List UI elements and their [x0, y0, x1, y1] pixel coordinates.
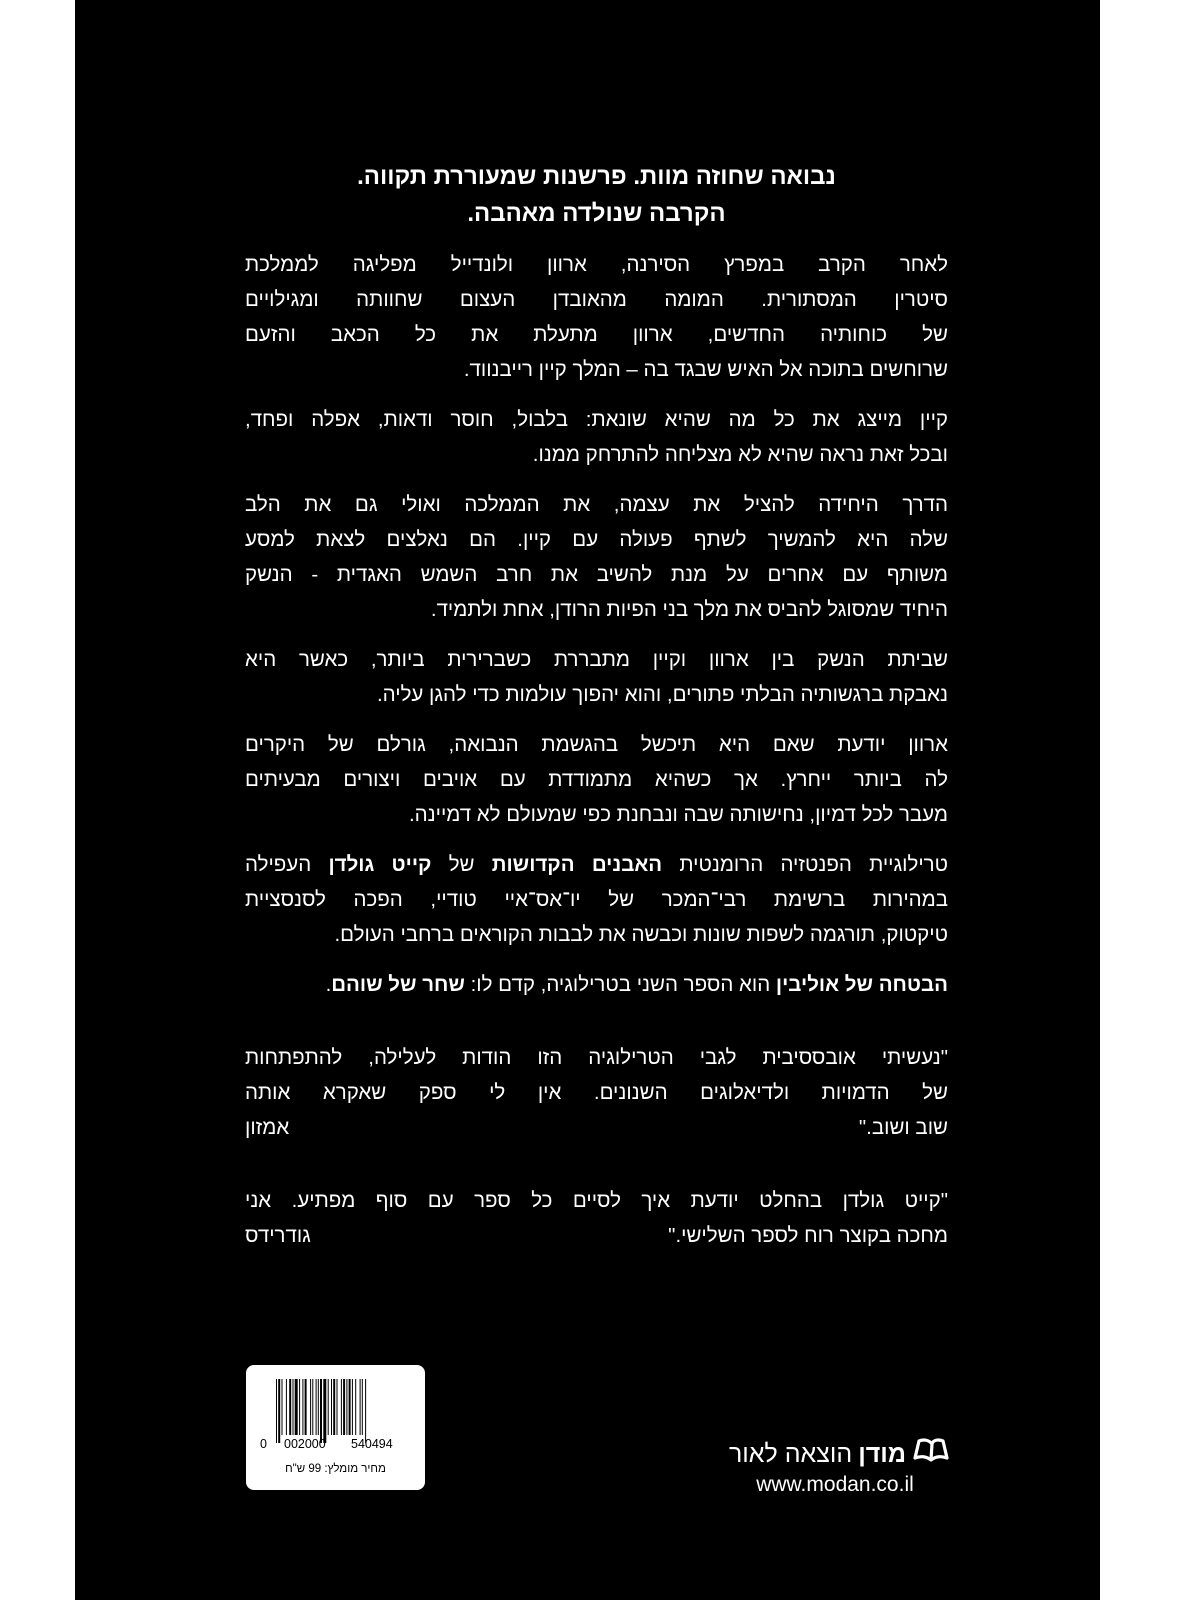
text-line [245, 352, 948, 387]
review-quote [245, 1183, 948, 1253]
text-line [245, 677, 948, 712]
text-segment: ובכל זאת נראה שהיא לא מצליחה להתרחק ממנו. [532, 443, 948, 466]
text-segment: . [325, 973, 332, 996]
barcode-bar [333, 1379, 335, 1435]
bold-title: האבנים הקדושות [491, 853, 663, 876]
paragraph [245, 402, 948, 472]
text-segment: שלה היא להמשיך לשתף פעולה עם קיין. הם נאלצים לצאת למסע [245, 528, 948, 551]
barcode-bars [276, 1379, 404, 1437]
barcode-bar [299, 1379, 300, 1435]
barcode-bar [278, 1379, 280, 1443]
text-line [245, 247, 948, 282]
publisher-tagline: הוצאה לאור [728, 1440, 853, 1468]
barcode-bar [323, 1379, 326, 1443]
bold-title: הבטחה של אוליבין [775, 973, 948, 996]
barcode-bar [286, 1379, 287, 1435]
barcode-bar [282, 1379, 283, 1435]
barcode-bar [305, 1379, 307, 1435]
paragraph [245, 727, 948, 832]
barcode-bar [276, 1379, 277, 1443]
text-line [245, 797, 948, 832]
barcode-bar [360, 1379, 361, 1435]
quote-text: מחכה בקוצר רוח לספר השלישי." [668, 1224, 948, 1247]
text-segment: הדרך היחידה להציל את עצמה, את הממלכה ואולי גם את הלב [245, 493, 948, 516]
barcode-digit-lead: 0 [260, 1437, 267, 1451]
paragraph [245, 487, 948, 627]
publisher-block [700, 1438, 950, 1497]
text-line [245, 917, 948, 952]
text-line [245, 317, 948, 352]
quote-text: שוב ושוב." [858, 1116, 948, 1139]
barcode-bar [328, 1379, 329, 1435]
quote-line [245, 1110, 948, 1145]
text-segment: סיטרין המסתורית. המומה מהאובדן העצום שחוותה ומגילויים [245, 288, 948, 311]
text-segment: משותף עם אחרים על מנת להשיב את חרב השמש האגדית - הנשק [245, 563, 948, 586]
barcode-bar [341, 1379, 342, 1435]
text-line [245, 762, 948, 797]
quote-line [245, 1218, 948, 1253]
quote-source: אמזון [245, 1116, 290, 1139]
publisher-url[interactable]: www.modan.co.il [756, 1473, 914, 1496]
bold-title: שחר של שוהם [331, 973, 465, 996]
barcode-label [246, 1365, 425, 1490]
barcode-digits-left: 002000 [284, 1437, 326, 1451]
paragraph [245, 642, 948, 712]
price-label: מחיר מומלץ: 99 ש"ח [285, 1463, 386, 1475]
bold-title: קייט גולדן [328, 853, 432, 876]
quote-text: של הדמויות ולדיאלוגים השנונים. אין לי ספק שאקרא אותה [245, 1081, 948, 1104]
text-line [245, 642, 948, 677]
barcode-bar [310, 1379, 311, 1435]
open-book-icon [912, 1438, 950, 1471]
barcode-bar [312, 1379, 313, 1435]
barcode-bar [349, 1379, 351, 1435]
quote-text: "נעשיתי אובססיבית לגבי הטרילוגיה הזו הודות לעלילה, להתפתחות [245, 1046, 948, 1069]
text-segment: לה ביותר ייחרץ. אך כשהיא מתמודדת עם אויבים ויצורים מבעיתים [245, 768, 948, 791]
text-segment: מעבר לכל דמיון, נחישותה שבה ונבחנת כפי שמעולם לא דמיינה. [408, 803, 948, 826]
text-segment: קיין מייצג את כל מה שהיא שונאת: בלבול, חוסר ודאות, אפלה ופחד, [245, 408, 948, 431]
paragraph [245, 967, 948, 1002]
barcode-bar [302, 1379, 303, 1435]
text-line [245, 592, 948, 627]
review-quote [245, 1040, 948, 1145]
text-segment: שביתת הנשק בין ארוון וקיין מתבררת כשברירית ביותר, כאשר היא [245, 648, 948, 671]
text-segment: ארוון יודעת שאם היא תיכשל בהגשמת הנבואה, גורלם של היקרים [245, 733, 948, 756]
barcode-bar [352, 1379, 353, 1435]
barcode-bar [295, 1379, 298, 1435]
quote-source: גודרידס [245, 1224, 311, 1247]
barcode-bar [362, 1379, 363, 1435]
text-segment: שרוחשים בתוכה אל האיש שבגד בה – המלך קיין רייבנווד. [463, 358, 948, 381]
barcode-digits-right: 540494 [351, 1437, 393, 1451]
barcode-bar [331, 1379, 332, 1435]
barcode-bar [337, 1379, 338, 1435]
barcode-bar [346, 1379, 347, 1435]
quote-text: "קייט גולדן בהחלט יודעת איך לסיים כל ספר עם סוף מפתיע. אני [245, 1189, 948, 1212]
text-segment: טרילוגיית הפנטזיה הרומנטית [662, 853, 949, 876]
quote-line [245, 1075, 948, 1110]
barcode-bar [320, 1379, 322, 1443]
headline-line: הקרבה שנולדה מאהבה. [467, 200, 726, 227]
text-segment: הוא הספר השני בטרילוגיה, קדם לו: [464, 973, 776, 996]
quote-line [245, 1040, 948, 1075]
blurb-text [245, 158, 948, 1253]
text-segment: היחיד שמסוגל להביס את מלך בני הפיות הרודן, אחת ולתמיד. [430, 598, 948, 621]
text-line [245, 402, 948, 437]
text-segment: במהירות ברשימת רבי־המכר של יו־אס־איי טודיי, הפכה לסנסציית [245, 888, 948, 911]
text-segment: נאבקת ברגשותיה הבלתי פתורים, והוא יהפוך עולמות כדי להגן עליה. [376, 683, 948, 706]
paragraph [245, 247, 948, 387]
publisher-name: מודן [858, 1440, 906, 1468]
barcode-bar [365, 1379, 366, 1443]
text-line [245, 882, 948, 917]
text-line [245, 487, 948, 522]
text-line [245, 727, 948, 762]
text-line [245, 557, 948, 592]
barcode-bar [316, 1379, 317, 1435]
text-segment: לאחר הקרב במפרץ הסירנה, ארוון ולונדייל מפליגה לממלכת [245, 253, 948, 276]
barcode-bar [355, 1379, 356, 1435]
text-segment: של כוחותיה החדשים, ארוון מתעלת את כל הכאב והזעם [245, 323, 948, 346]
barcode-bar [289, 1379, 291, 1435]
text-line [245, 967, 948, 1002]
text-line [245, 437, 948, 472]
headline-line: נבואה שחוזה מוות. פרשנות שמעוררת תקווה. [357, 163, 836, 190]
text-line [245, 847, 948, 882]
barcode-bar [343, 1379, 345, 1435]
text-line [245, 282, 948, 317]
barcode-bar [293, 1379, 294, 1435]
text-segment: העפילה [245, 853, 329, 876]
headline [245, 158, 948, 232]
text-segment: טיקטוק, תורגמה לשפות שונות וכבשה את לבבות הקוראים ברחבי העולם. [334, 923, 948, 946]
text-line [245, 522, 948, 557]
quote-line [245, 1183, 948, 1218]
paragraph [245, 847, 948, 952]
text-segment: של [431, 853, 492, 876]
barcode-bar [318, 1379, 319, 1435]
